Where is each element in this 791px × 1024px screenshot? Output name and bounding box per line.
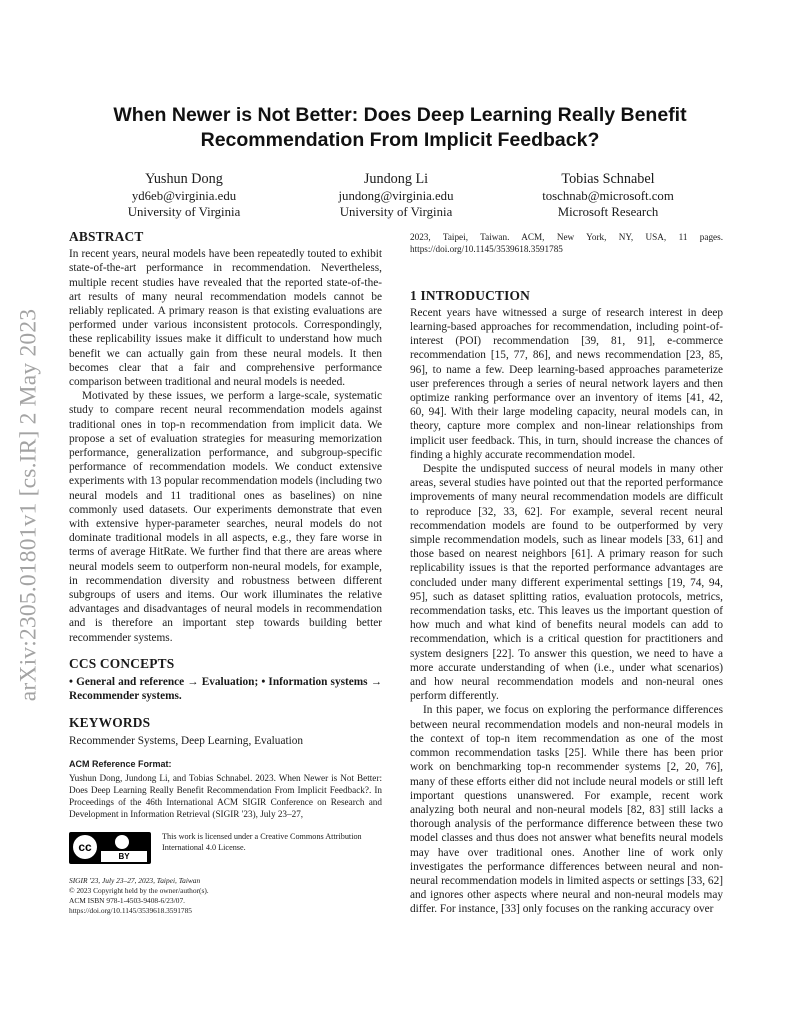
ccs-concepts: • General and reference → Evaluation; • Information systems → Recommender systems. bbox=[69, 676, 382, 703]
introduction-paragraph: Recent years have witnessed a surge of research interest in deep learning-based approaches for recommendation, including point-of-interest (POI) recommendation [39, 81, 91], e-commerce recommendation [15, 77, 86], and news recommendation [23, 85, 96], to name a few. Deep learning-based approaches parameterize user preferences through a series of neural network layers and then optimize ranking performance over an inventory of items [41, 42, 60, 94]. With their large modeling capacity, neural models can, in theory, capture more complex and non-linear relationships from implicit user feedback. This, in turn, should increase the chances of finding a highly accurate recommendation model. bbox=[410, 306, 723, 461]
title-line-1: When Newer is Not Better: Does Deep Learning Really Benefit bbox=[113, 104, 687, 126]
author-affiliation: University of Virginia bbox=[127, 205, 241, 219]
author-email: jundong@virginia.edu bbox=[338, 189, 454, 203]
abstract-paragraph: Motivated by these issues, we perform a large-scale, systematic study to compare recent neural recommendation models against traditional ones in top-n recommendation from implicit data. We propose a set of evaluation strategies for measuring memorization performance, generalization performance, and subgroup-specific performance of recommendation models. We conduct extensive experiments with 13 popular recommendation models (including two neural models and 11 traditional ones as baselines) on nine commonly used datasets. Our experiments demonstrate that even with extensive hyper-parameter searches, neural models do not dominate traditional models in all aspects, e.g., they fare worse in terms of average HitRate. We further find that there are areas where neural models seem to outperform non-neural models, for example, in recommendation diversity and robustness between different subgroups of users and items. Our work illuminates the relative advantages and disadvantages of neural models in recommendation and is therefore an important step towards building better recommender systems. bbox=[69, 390, 382, 644]
footer-venue: SIGIR '23, July 23–27, 2023, Taipei, Taiwan bbox=[69, 876, 201, 886]
footer-copyright: © 2023 Copyright held by the owner/author(s). bbox=[69, 886, 209, 896]
introduction-paragraph: In this paper, we focus on exploring the performance differences between neural recommendation models and non-neural models in the context of top-n item recommendation as one of the most common recommendation tasks [25]. While there has been prior work on benchmarking top-n recommender systems [2, 20, 76], many of these efforts either did not include neural models or still left important questions unanswered. For example, recent work analyzing both neural and non-neural models [82, 83] still lacks a thorough analysis of the performance difference between these two model classes and thus does not answer what benefits neural models may have over traditional ones. Another line of work only investigates the performance differences between neural and non-neural recommendation models in limited aspects or settings [33, 62] and ignores other aspects where neural and non-neural models may differ. For instance, [33] only focuses on the ranking accuracy over bbox=[410, 704, 723, 916]
author-name: Jundong Li bbox=[363, 171, 429, 187]
reference-format-text: Yushun Dong, Jundong Li, and Tobias Schnabel. 2023. When Newer is Not Better: Does Deep Learning Really Benefit Recommendation From Implicit Feedback?. In Proceedings of the 46th International ACM SIGIR Conference on Research and Development in Information Retrieval (SIGIR '23), July 23–27, bbox=[69, 773, 382, 819]
paper-title bbox=[60, 103, 740, 153]
keywords-text: Recommender Systems, Deep Learning, Evaluation bbox=[69, 734, 304, 747]
arxiv-id: arXiv:2305.01801v1 [cs.IR] 2 May 2023 bbox=[15, 308, 42, 702]
author-email: yd6eb@virginia.edu bbox=[131, 189, 237, 203]
author-block bbox=[276, 170, 516, 220]
license-text: This work is licensed under a Creative Commons Attribution International 4.0 License. bbox=[162, 832, 362, 852]
footer-isbn: ACM ISBN 978-1-4503-9408-6/23/07. bbox=[69, 896, 185, 906]
right-column bbox=[410, 232, 723, 917]
ccs-heading: CCS CONCEPTS bbox=[69, 655, 175, 671]
arxiv-sidebar-stamp bbox=[0, 285, 58, 725]
author-affiliation: University of Virginia bbox=[339, 205, 453, 219]
reference-format-heading: ACM Reference Format: bbox=[69, 758, 172, 769]
author-email: toschnab@microsoft.com bbox=[542, 189, 674, 203]
introduction-paragraph: Despite the undisputed success of neural models in many other areas, several studies have pointed out that the reported performance improvements of many neural recommendation models are difficult to reproduce [32, 33, 62]. For example, several recent neural recommendation models are found to be outperformed by very simple recommendation models, such as linear models [33, 61] and those based on nearest neighbors [61]. A primary reason for such replicability issues is that the reported performance advantages are concluded under many different experimental settings [19, 74, 94, 95], such as dataset splitting ratios, evaluation protocols, metrics, recommendation tasks, etc. This leaves us the important question of how much and what kind of benefits neural models can add to recommendation, which is a critical question for practitioners and system designers [22]. To answer this question, we need to have a more accurate understanding of when (i.e., under what scenarios) and how neural recommendation models and non-neural ones perform differently. bbox=[410, 463, 723, 703]
title-line-2: Recommendation From Implicit Feedback? bbox=[200, 129, 600, 151]
author-block bbox=[64, 170, 304, 220]
author-name: Yushun Dong bbox=[145, 171, 223, 187]
footer-doi: https://doi.org/10.1145/3539618.3591785 bbox=[69, 906, 192, 916]
keywords-heading: KEYWORDS bbox=[69, 714, 151, 730]
author-name: Tobias Schnabel bbox=[561, 171, 655, 187]
abstract-paragraph: In recent years, neural models have been repeatedly touted to exhibit state-of-the-art performance in recommendation. Nevertheless, multiple recent studies have revealed that the reported state-of-the-art results of many neural recommendation models cannot be reliably replicated. A primary reason is that existing evaluations are performed under various inconsistent protocols. Correspondingly, these replicability issues make it difficult to understand how much benefit we can actually gain from these neural models. It then becomes clear that a fair and comprehensive performance comparison between traditional and neural models is needed. bbox=[69, 248, 382, 389]
copyright-footer bbox=[69, 876, 382, 916]
person-icon bbox=[115, 835, 129, 849]
introduction-heading: 1 INTRODUCTION bbox=[410, 287, 530, 303]
reference-format-continued: 2023, Taipei, Taiwan. ACM, New York, NY, USA, 11 pages. https://doi.org/10.1145/3539618.3591785 bbox=[410, 232, 723, 254]
creative-commons-icon: cc bbox=[73, 835, 97, 859]
cc-by-badge bbox=[69, 832, 151, 864]
license-block bbox=[69, 832, 382, 872]
author-affiliation: Microsoft Research bbox=[557, 205, 659, 219]
abstract-heading: ABSTRACT bbox=[69, 229, 144, 244]
author-block bbox=[488, 170, 728, 220]
by-label: BY bbox=[101, 851, 147, 862]
left-column bbox=[69, 230, 382, 916]
